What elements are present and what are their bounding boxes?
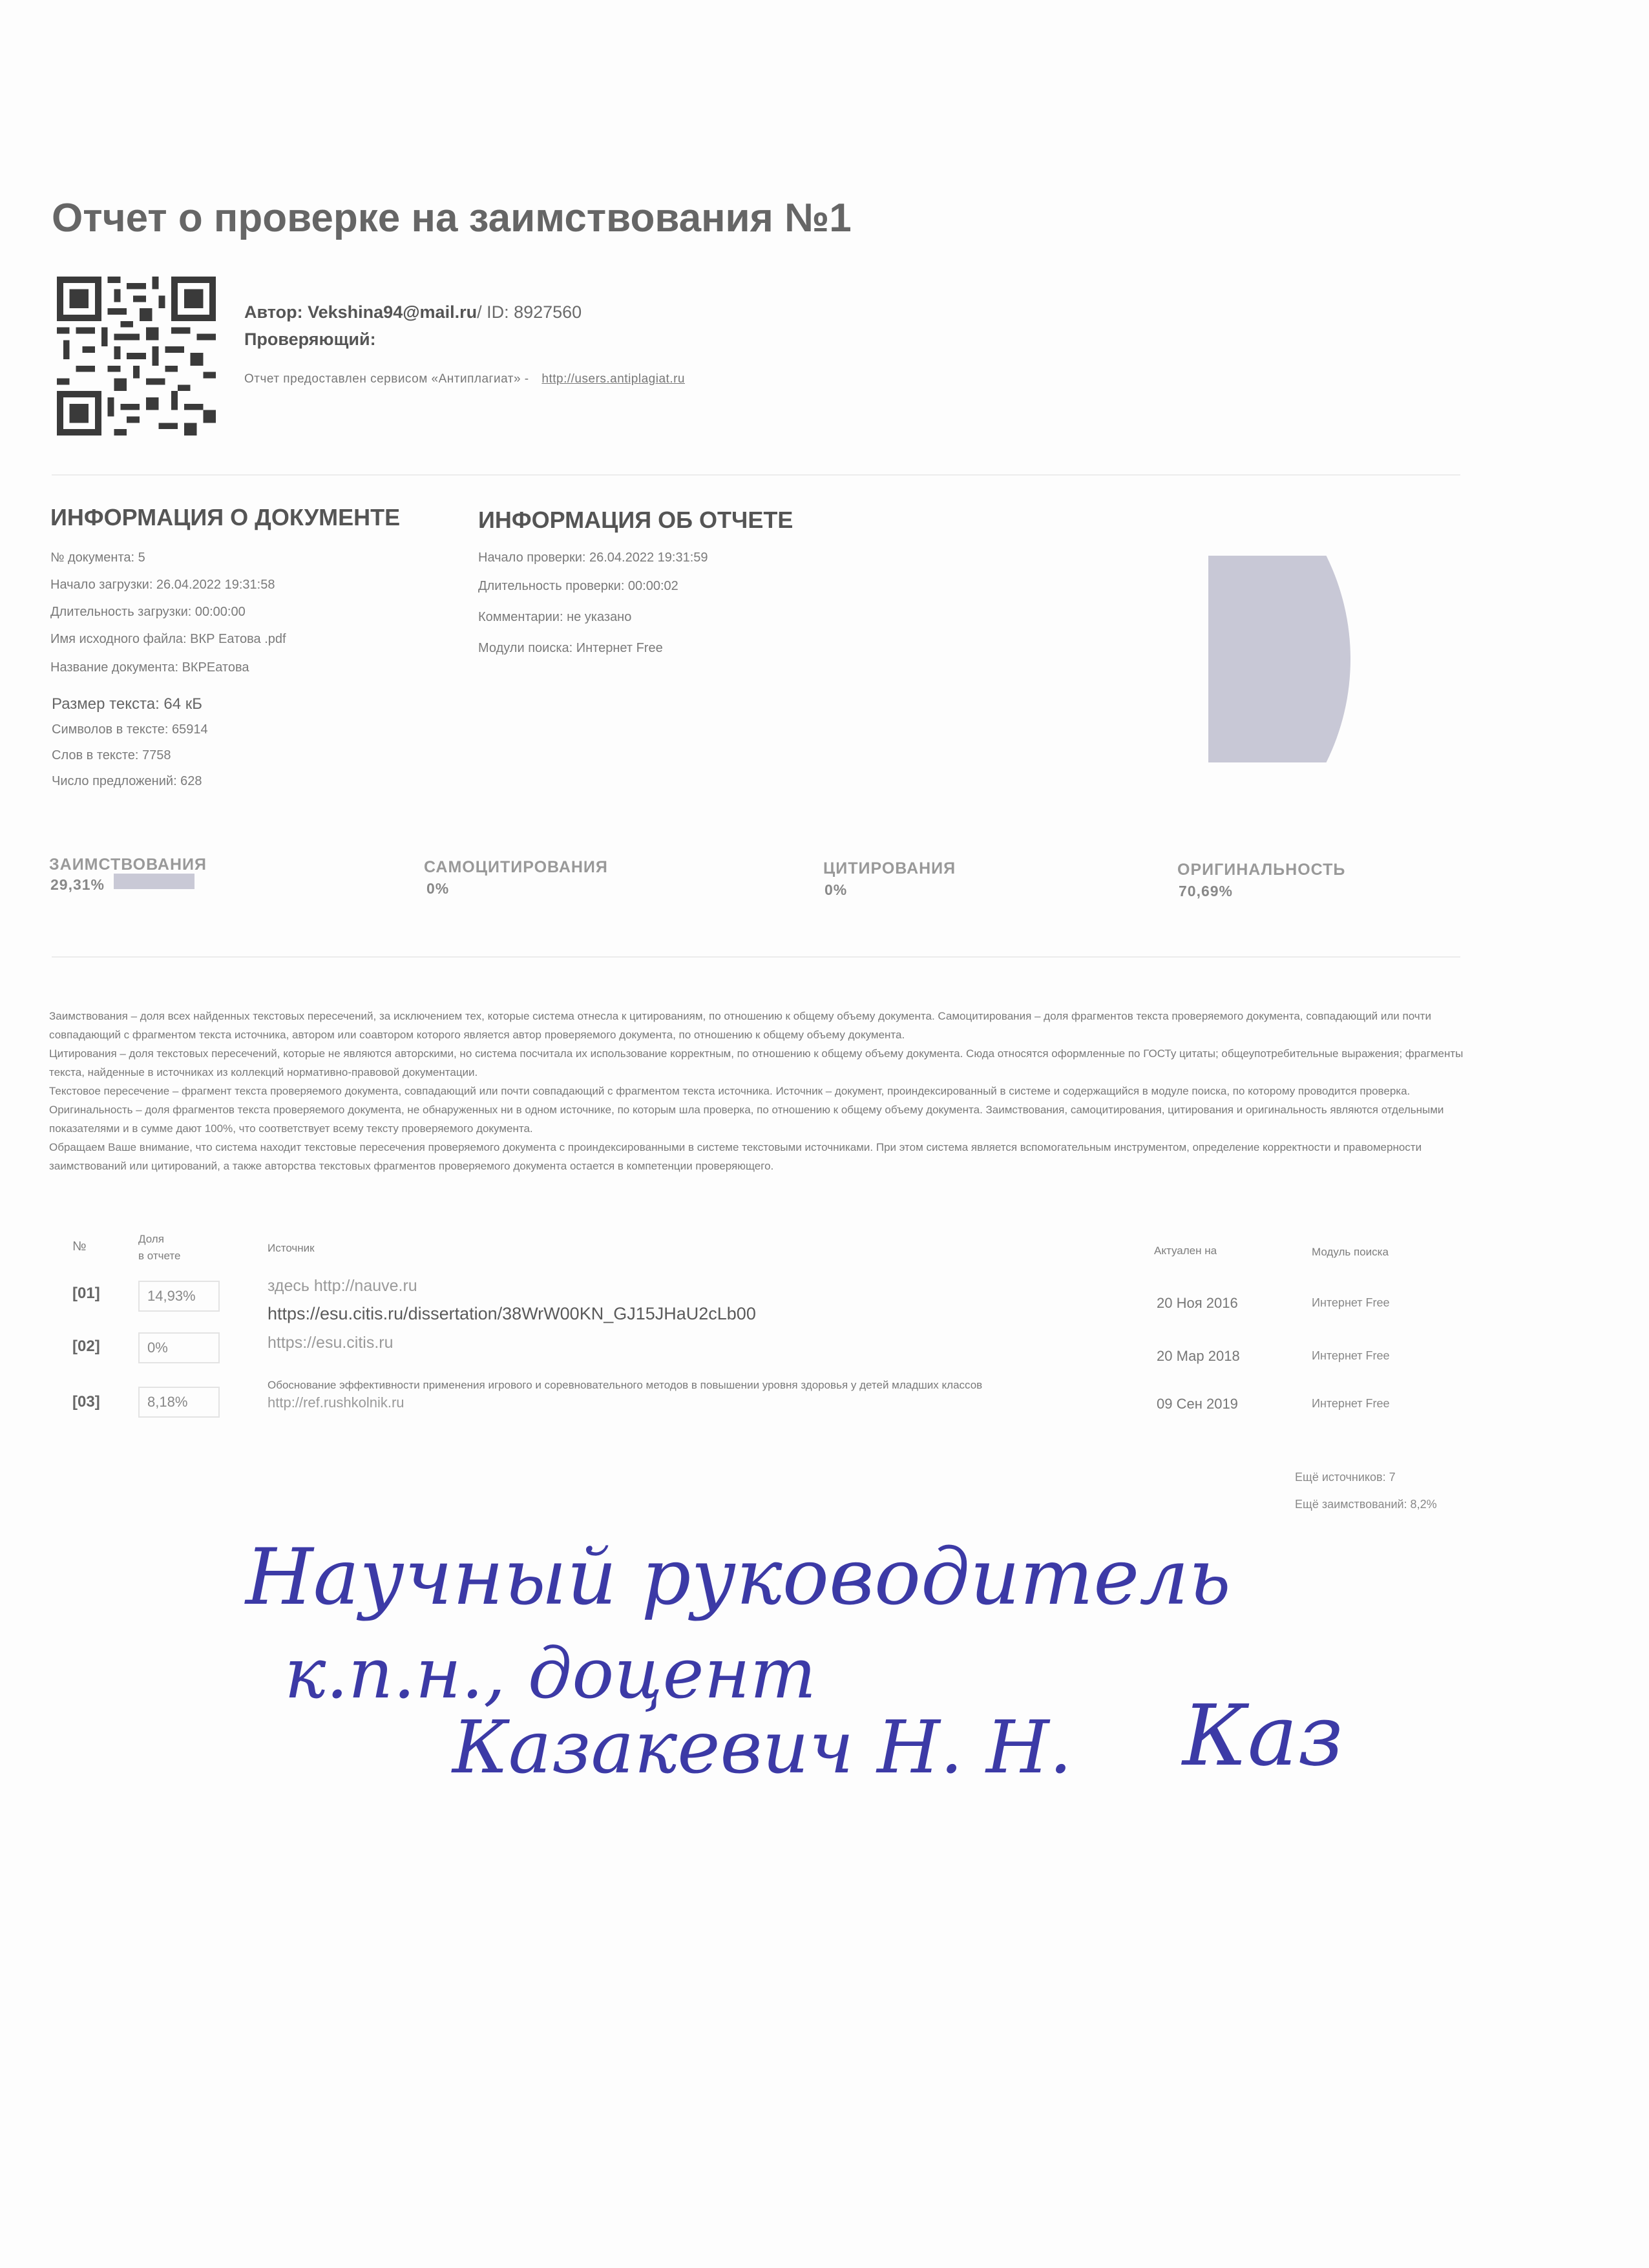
divider	[52, 474, 1460, 476]
text-size: Размер текста: 64 кБ	[52, 695, 203, 713]
col-actual-header: Актуален на	[1154, 1244, 1217, 1257]
author-label: Автор:	[244, 302, 303, 322]
reviewer-label: Проверяющий:	[244, 330, 376, 349]
row-module: Интернет Free	[1312, 1349, 1390, 1362]
citation-value: 0%	[824, 881, 848, 898]
source-file: Имя исходного файла: ВКР Еатова .pdf	[50, 632, 286, 646]
check-duration: Длительность проверки: 00:00:02	[478, 579, 678, 593]
borrowing-label: ЗАИМСТВОВАНИЯ	[49, 856, 207, 874]
service-line	[244, 372, 685, 386]
originality-label: ОРИГИНАЛЬНОСТЬ	[1177, 861, 1346, 879]
search-modules: Модули поиска: Интернет Free	[478, 641, 663, 655]
definitions-block	[49, 1007, 1497, 1175]
more-borrowings: Ещё заимствований: 8,2%	[1295, 1498, 1437, 1511]
author-email: Vekshina94@mail.ru	[308, 302, 478, 322]
row-share: 0%	[138, 1332, 220, 1363]
row-date: 20 Мар 2018	[1157, 1348, 1240, 1364]
borrowing-bar	[114, 874, 194, 889]
row-source-title[interactable]: https://esu.citis.ru	[268, 1334, 394, 1352]
row-date: 09 Сен 2019	[1157, 1396, 1238, 1412]
self-citation-value: 0%	[426, 880, 450, 897]
check-start: Начало проверки: 26.04.2022 19:31:59	[478, 551, 708, 565]
service-link[interactable]: http://users.antiplagiat.ru	[541, 372, 685, 386]
doc-name: Название документа: ВКРЕатова	[50, 660, 249, 675]
comments: Комментарии: не указано	[478, 610, 632, 624]
upload-start: Начало загрузки: 26.04.2022 19:31:58	[50, 578, 275, 592]
col-share-header: Доля	[138, 1233, 164, 1245]
definition-borrowing: Заимствования – доля всех найденных текстовых пересечений, за исключением тех, которые система отнесла к цитированиям, по отношению к общему объему документа. Самоцитирования – доля фрагментов текста проверяемого документа, совпадающий или почти совпадающий с фрагментом текста источника, автором или соавтором которого является автор проверяемого документа, по отношению к общему объему документа.	[49, 1010, 1431, 1041]
borrowing-slice	[1208, 556, 1350, 762]
borrowing-value: 29,31%	[50, 876, 105, 893]
report-title: Отчет о проверке на заимствования №1	[52, 196, 852, 240]
citation-label: ЦИТИРОВАНИЯ	[823, 859, 956, 877]
definition-overlap: Текстовое пересечение – фрагмент текста проверяемого документа, совпадающий или почти совпадающий с фрагментом текста источника. Источник – документ, проиндексированный в системе и содержащийся в модуле поиска, по которому проводится проверка.	[49, 1085, 1411, 1097]
definition-originality: Оригинальность – доля фрагментов текста проверяемого документа, не обнаруженных ни в одном источнике, по которым шла проверка, по отношению к общему объему документа. Заимствования, самоцитирования, цитирования и оригинальность являются отдельными показателями и в сумме дают 100%, что соответствует всему тексту проверяемого документа.	[49, 1104, 1444, 1135]
col-source-header: Источник	[268, 1242, 315, 1254]
sentences-count: Число предложений: 628	[52, 774, 202, 788]
divider	[52, 956, 1460, 958]
more-sources: Ещё источников: 7	[1295, 1471, 1396, 1484]
row-module: Интернет Free	[1312, 1397, 1390, 1410]
handwritten-name: Казакевич Н. Н.	[452, 1706, 1073, 1790]
handwritten-signature: Каз	[1182, 1686, 1344, 1785]
author-line	[244, 302, 582, 322]
service-text: Отчет предоставлен сервисом «Антиплагиат» -	[244, 372, 529, 386]
upload-duration: Длительность загрузки: 00:00:00	[50, 605, 246, 619]
definition-notice: Обращаем Ваше внимание, что система находит текстовые пересечения проверяемого документа с проиндексированными в системе текстовыми источниками. При этом система является вспомогательным инструментом, определение корректности и правомерности заимствований или цитирований, а также авторства текстовых фрагментов проверяемого документа остается в компетенции проверяющего.	[49, 1141, 1422, 1172]
col-share-header-2: в отчете	[138, 1250, 181, 1262]
row-number: [02]	[72, 1338, 100, 1355]
row-source-title[interactable]: Обоснование эффективности применения игрового и соревновательного методов в повышении уровня здоровья у детей младших классов	[268, 1379, 983, 1391]
definition-citation: Цитирования – доля текстовых пересечений, которые не являются авторскими, но система посчитала их использование корректным, по отношению к общему объему документа. Сюда относятся оформленные по ГОСТу цитаты; общеупотребительные выражения; фрагменты текста, найденные в источниках из коллекций нормативно-правовой документации.	[49, 1047, 1464, 1078]
col-module-header: Модуль поиска	[1312, 1246, 1389, 1258]
report-info-heading: ИНФОРМАЦИЯ ОБ ОТЧЕТЕ	[478, 507, 793, 533]
doc-info-heading: ИНФОРМАЦИЯ О ДОКУМЕНТЕ	[50, 504, 401, 530]
row-number: [03]	[72, 1393, 100, 1411]
author-id: / ID: 8927560	[477, 302, 582, 322]
words-count: Слов в тексте: 7758	[52, 748, 171, 762]
col-num-header: №	[72, 1239, 87, 1254]
self-citation-label: САМОЦИТИРОВАНИЯ	[424, 858, 608, 876]
row-date: 20 Ноя 2016	[1157, 1295, 1238, 1311]
qr-code-icon	[57, 277, 216, 436]
row-source-title[interactable]: здесь http://nauve.ru	[268, 1277, 417, 1295]
doc-number: № документа: 5	[50, 551, 145, 565]
chars-count: Символов в тексте: 65914	[52, 722, 208, 737]
row-share: 8,18%	[138, 1387, 220, 1418]
originality-pie-chart	[1208, 556, 1376, 762]
originality-value: 70,69%	[1179, 883, 1234, 899]
row-number: [01]	[72, 1285, 100, 1302]
handwritten-supervisor: Научный руководитель	[246, 1533, 1231, 1622]
row-module: Интернет Free	[1312, 1296, 1390, 1309]
row-source-url[interactable]: https://esu.citis.ru/dissertation/38WrW00KN_GJ15JHaU2cLb00	[268, 1304, 756, 1323]
handwritten-degree: к.п.н., доцент	[284, 1633, 817, 1714]
row-share: 14,93%	[138, 1281, 220, 1312]
row-source-url[interactable]: http://ref.rushkolnik.ru	[268, 1394, 404, 1411]
